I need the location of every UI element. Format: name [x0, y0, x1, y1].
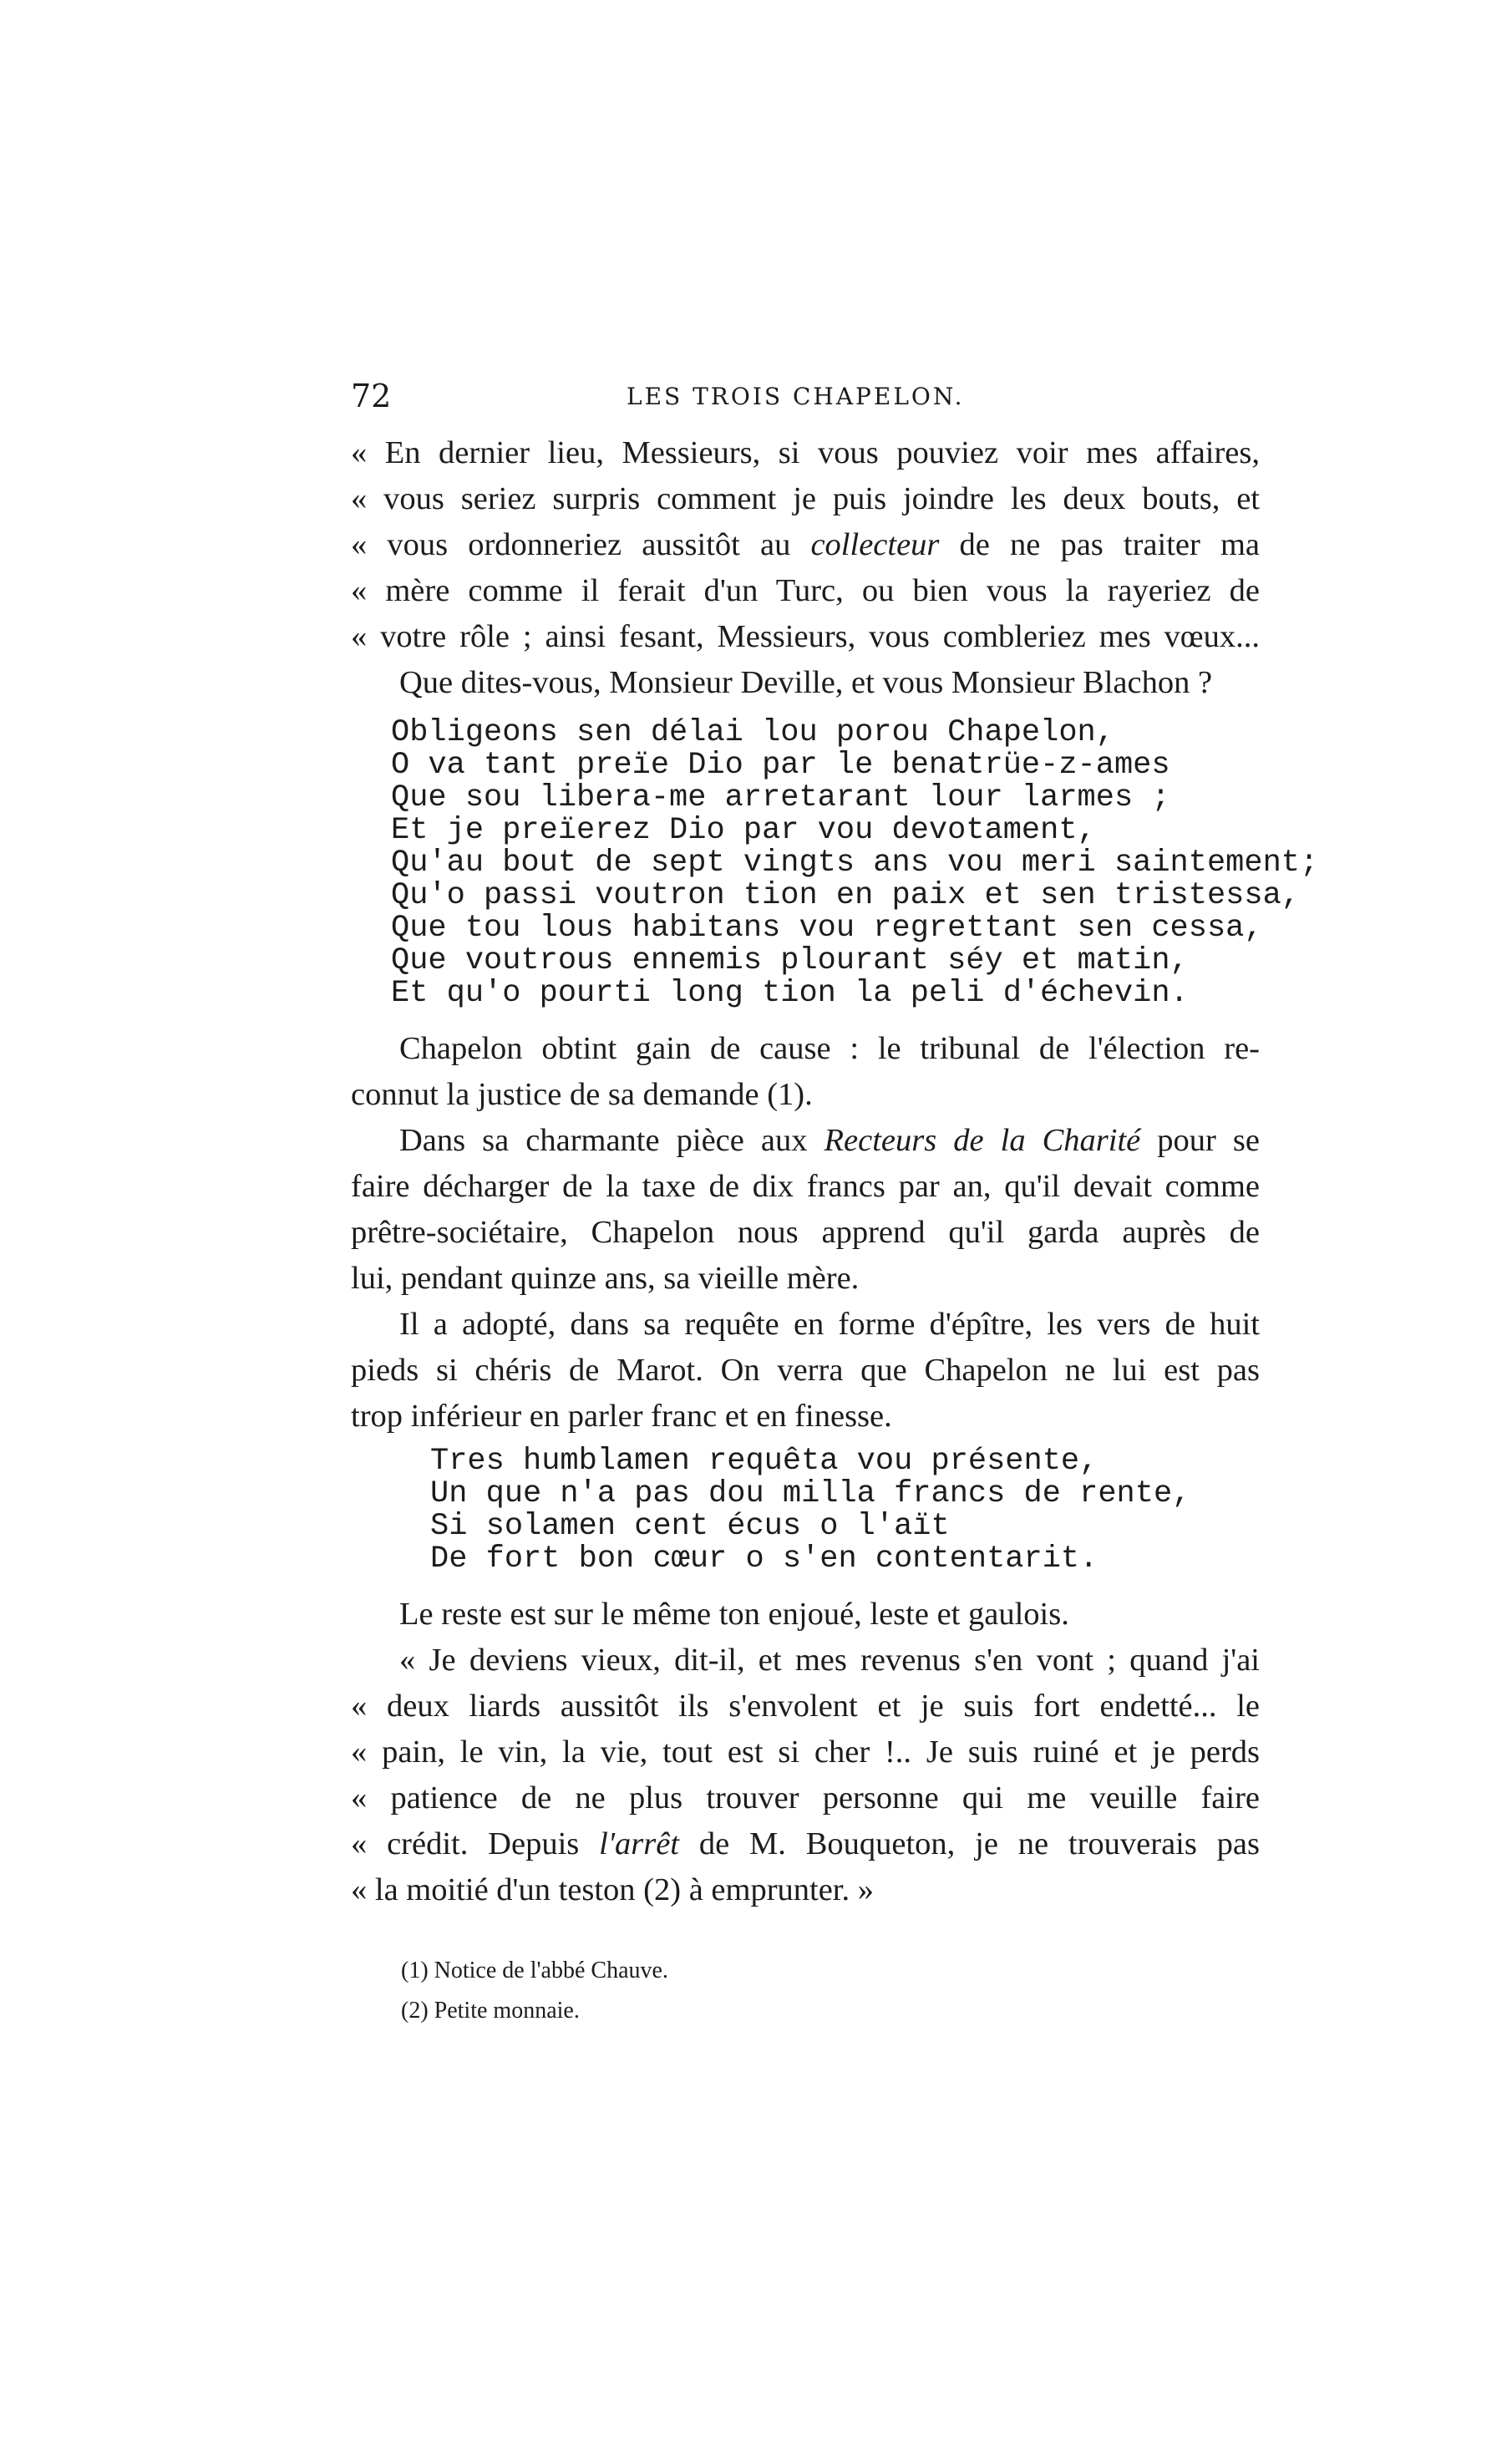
text-line: « mère comme il ferait d'un Turc, ou bien vous la rayeriez de — [351, 573, 1260, 608]
text-line: « patience de ne plus trouver personne qui me veuille faire — [351, 1780, 1260, 1816]
italic-title: Recteurs de la Charité — [824, 1123, 1141, 1158]
verse-line: Qu'o passi voutron tion en paix et sen tristessa, — [391, 878, 1300, 913]
text-line: « deux liards aussitôt ils s'envolent et je suis fort endetté... le — [351, 1689, 1260, 1724]
text-line: « vous ordonneriez aussitôt au collecteur de ne pas traiter ma — [351, 527, 1260, 562]
text-line: Chapelon obtint gain de cause : le tribunal de l'élection re- — [399, 1031, 1260, 1066]
italic-term: l'arrêt — [599, 1826, 680, 1861]
closing-paragraphs — [351, 1592, 1260, 1913]
text-line: Il a adopté, dans sa requête en forme d'épître, les vers de huit — [399, 1307, 1260, 1342]
text-line: Le reste est sur le même ton enjoué, leste et gaulois. — [399, 1597, 1069, 1632]
text-line: « pain, le vin, la vie, tout est si cher !.. Je suis ruiné et je perds — [351, 1734, 1260, 1770]
verse-line: Tres humblamen requêta vou présente, — [430, 1444, 1098, 1479]
verse-line: O va tant preïe Dio par le benatrüe-z-ames — [391, 748, 1170, 783]
text-line: pieds si chéris de Marot. On verra que Chapelon ne lui est pas — [351, 1353, 1260, 1388]
footnote: (1) Notice de l'abbé Chauve. — [401, 1958, 668, 1983]
italic-term: collecteur — [810, 527, 940, 562]
text-line: « vous seriez surpris comment je puis joindre les deux bouts, et — [351, 481, 1260, 516]
text-line: connut la justice de sa demande (1). — [351, 1077, 813, 1112]
footnote: (2) Petite monnaie. — [401, 1998, 580, 2024]
verse-line: Qu'au bout de sept vingts ans vou meri saintement; — [391, 846, 1319, 881]
text-line: « votre rôle ; ainsi fesant, Messieurs, vous combleriez mes vœux... — [351, 619, 1260, 654]
verse-line: Que tou lous habitans vou regrettant sen cessa, — [391, 911, 1263, 946]
text-line: « Je deviens vieux, dit-il, et mes revenus s'en vont ; quand j'ai — [399, 1643, 1260, 1678]
verse-line: De fort bon cœur o s'en contentarit. — [430, 1541, 1098, 1577]
page-header — [351, 378, 1253, 428]
text-line: Dans sa charmante pièce aux Recteurs de la Charité pour se — [399, 1123, 1260, 1158]
verse-line: Et qu'o pourti long tion la peli d'échevin. — [391, 976, 1189, 1011]
footnotes — [401, 1951, 668, 2031]
text-line: trop inférieur en parler franc et en finesse. — [351, 1399, 892, 1434]
text-line: « crédit. Depuis l'arrêt de M. Bouqueton, je ne trouverais pas — [351, 1826, 1260, 1861]
text-line: « En dernier lieu, Messieurs, si vous pouviez voir mes affaires, — [351, 435, 1260, 470]
page-number: 72 — [351, 378, 392, 414]
quoted-request-paragraph — [351, 430, 1260, 706]
narrative-paragraphs — [351, 1026, 1260, 1440]
running-title: LES TROIS CHAPELON. — [627, 383, 965, 410]
verse-line: Et je preïerez Dio par vou devotament, — [391, 813, 1096, 848]
verse-line: Que voutrous ennemis plourant séy et matin, — [391, 943, 1189, 978]
text-line: Que dites-vous, Monsieur Deville, et vous Monsieur Blachon ? — [399, 665, 1213, 700]
verse-stanza-1 — [391, 717, 1318, 1010]
text-line: lui, pendant quinze ans, sa vieille mère. — [351, 1261, 860, 1296]
text-line: « la moitié d'un teston (2) à emprunter. » — [351, 1872, 875, 1907]
verse-line: Si solamen cent écus o l'aït — [430, 1509, 950, 1544]
verse-line: Un que n'a pas dou milla francs de rente, — [430, 1476, 1191, 1511]
text-line: prêtre-sociétaire, Chapelon nous apprend qu'il garda auprès de — [351, 1215, 1260, 1250]
text-line: faire décharger de la taxe de dix francs par an, qu'il devait comme — [351, 1169, 1260, 1204]
verse-line: Que sou libera-me arretarant lour larmes ; — [391, 780, 1170, 815]
verse-line: Obligeons sen délai lou porou Chapelon, — [391, 715, 1114, 750]
verse-stanza-2 — [430, 1445, 1190, 1576]
